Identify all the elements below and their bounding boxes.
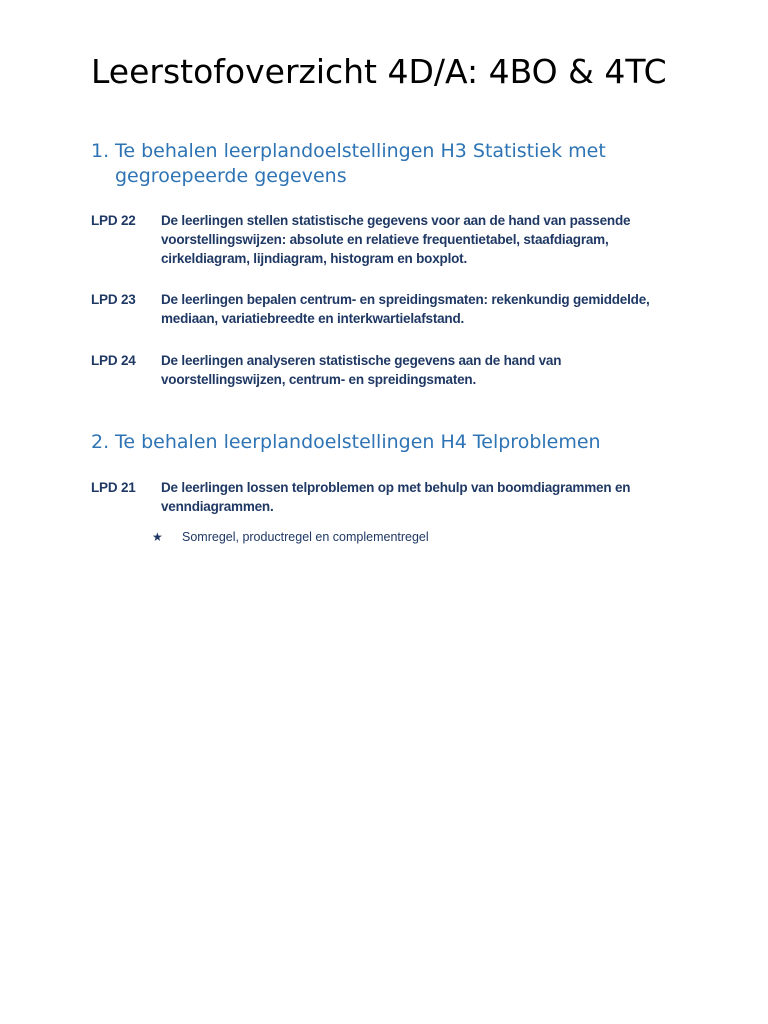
lpd-item-24 xyxy=(91,351,681,389)
lpd-item-22 xyxy=(91,211,681,268)
star-bullet-icon: ★ xyxy=(152,530,163,544)
section-heading-telproblemen xyxy=(91,430,691,455)
lpd-item-23 xyxy=(91,290,681,328)
page-title: Leerstofoverzicht 4D/A: 4BO & 4TC xyxy=(91,52,667,91)
lpd-code: LPD 24 xyxy=(91,353,136,368)
section-heading-text: Te behalen leerplandoelstellingen H3 Statistiek met gegroepeerde gegevens xyxy=(115,140,606,187)
lpd-code: LPD 23 xyxy=(91,292,136,307)
bullet-text: Somregel, productregel en complementregel xyxy=(182,530,429,544)
bullet-item xyxy=(152,530,429,544)
lpd-text: De leerlingen lossen telproblemen op met behulp van boomdiagrammen en venndiagrammen. xyxy=(161,480,631,514)
lpd-code: LPD 21 xyxy=(91,480,136,495)
section-heading-statistiek xyxy=(91,139,691,189)
section-number: 1. xyxy=(91,140,110,162)
lpd-text: De leerlingen stellen statistische gegevens voor aan de hand van passende voorstellingswijzen: absolute en relatieve frequentietabel, staafdiagram, cirkeldiagram, lijndiagram, histogram en boxplot. xyxy=(161,213,631,266)
lpd-code: LPD 22 xyxy=(91,213,136,228)
lpd-text: De leerlingen analyseren statistische gegevens aan de hand van voorstellingswijzen, centrum- en spreidingsmaten. xyxy=(161,353,562,387)
lpd-item-21 xyxy=(91,478,681,516)
lpd-text: De leerlingen bepalen centrum- en spreidingsmaten: rekenkundig gemiddelde, mediaan, variatiebreedte en interkwartielafstand. xyxy=(161,292,650,326)
section-heading-text: Te behalen leerplandoelstellingen H4 Telproblemen xyxy=(115,431,601,453)
section-number: 2. xyxy=(91,431,110,453)
